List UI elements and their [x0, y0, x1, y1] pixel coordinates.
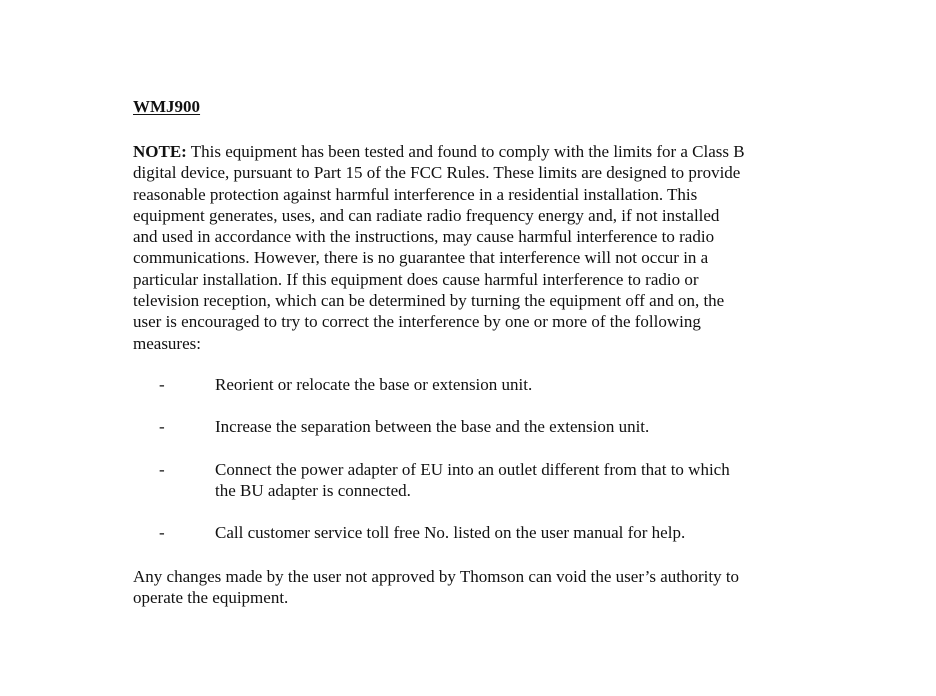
- note-line: user is encouraged to try to correct the interference by one or more of the following: [133, 312, 701, 332]
- note-line: particular installation. If this equipment does cause harmful interference to radio or: [133, 269, 699, 289]
- dash-bullet: -: [159, 417, 165, 436]
- dash-bullet: -: [159, 460, 165, 479]
- measure-line: Call customer service toll free No. listed on the user manual for help.: [215, 523, 686, 542]
- note-line-text: This equipment has been tested and found to comply with the limits for a Class B: [186, 142, 745, 161]
- note-line: communications. However, there is no guarantee that interference will not occur in a: [133, 248, 709, 268]
- note-line: reasonable protection against harmful interference in a residential installation. This: [133, 184, 698, 204]
- closing-line: operate the equipment.: [133, 588, 289, 608]
- measure-text: [215, 459, 730, 502]
- measure-text: [215, 416, 649, 437]
- measure-line: the BU adapter is connected.: [215, 481, 411, 501]
- note-line: equipment generates, uses, and can radiate radio frequency energy and, if not installed: [133, 205, 720, 225]
- closing-paragraph: [133, 566, 739, 609]
- note-line: digital device, pursuant to Part 15 of the FCC Rules. These limits are designed to provide: [133, 163, 741, 183]
- note-line: [133, 141, 813, 162]
- note-line: measures:: [133, 333, 201, 353]
- measure-line: Reorient or relocate the base or extension unit.: [215, 375, 533, 394]
- note-line: television reception, which can be determined by turning the equipment off and on, the: [133, 291, 725, 311]
- fcc-note-paragraph: [133, 141, 813, 354]
- measure-line: Increase the separation between the base and the extension unit.: [215, 417, 650, 436]
- dash-bullet: -: [159, 523, 165, 542]
- model-heading: WMJ900: [133, 97, 201, 116]
- measure-text: [215, 374, 532, 395]
- note-line: and used in accordance with the instructions, may cause harmful interference to radio: [133, 227, 715, 247]
- measure-line: Connect the power adapter of EU into an outlet different from that to which: [215, 460, 730, 479]
- measure-text: [215, 522, 685, 543]
- dash-bullet: -: [159, 375, 165, 394]
- note-label: NOTE:: [133, 142, 187, 161]
- closing-line: Any changes made by the user not approved by Thomson can void the user’s authority to: [133, 567, 740, 586]
